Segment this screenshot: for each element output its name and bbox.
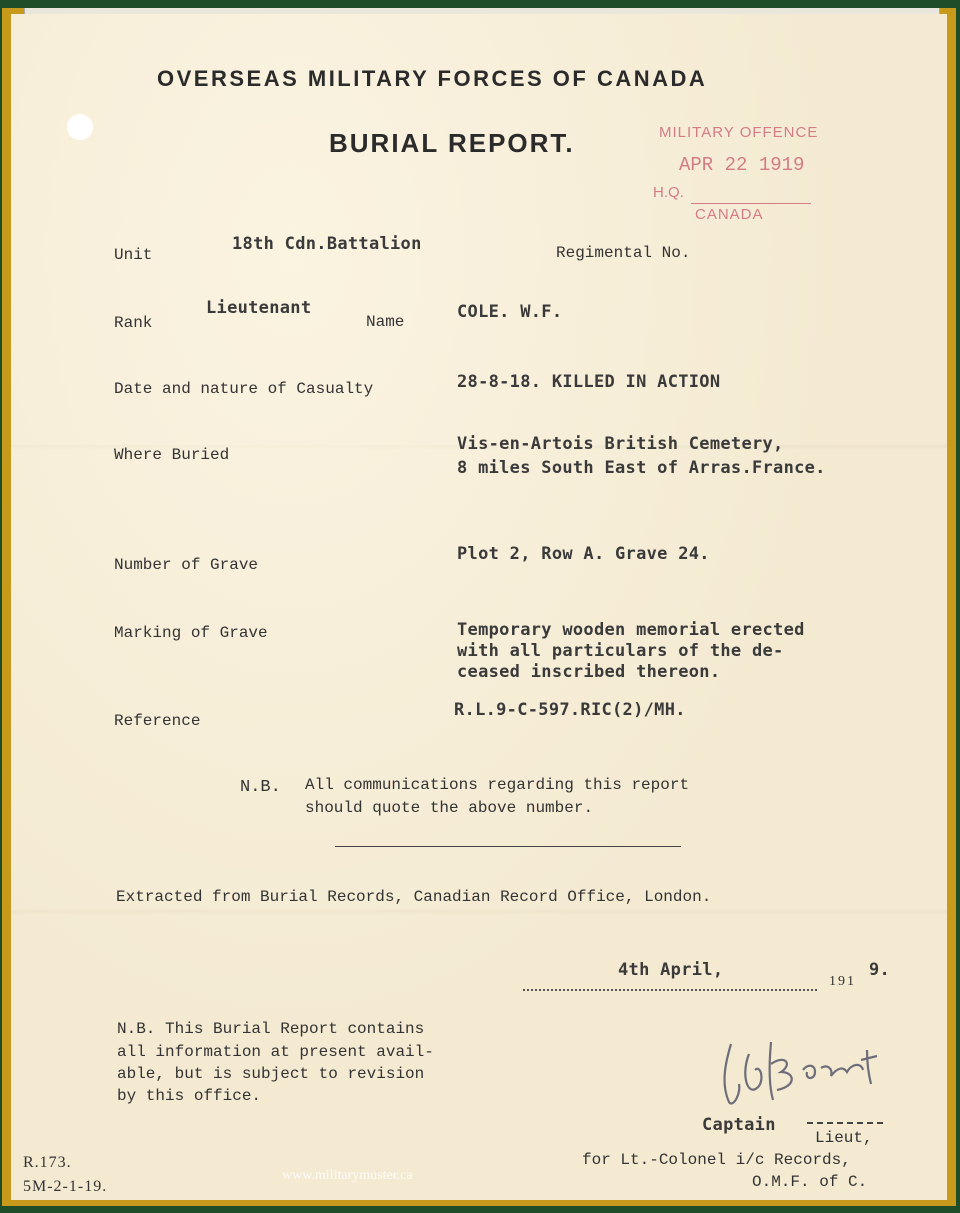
label-reference: Reference [114, 712, 201, 730]
gold-frame [2, 8, 956, 1206]
value-grave-number: Plot 2, Row A. Grave 24. [457, 544, 710, 564]
value-where-buried-2: 8 miles South East of Arras.France. [457, 458, 826, 478]
label-unit: Unit [114, 246, 153, 264]
label-rank: Rank [114, 314, 153, 332]
stamp-country: CANADA [695, 206, 764, 223]
value-grave-marking-1: Temporary wooden memorial erected [457, 620, 805, 640]
nb2-line-1: N.B. This Burial Report contains [117, 1020, 425, 1038]
value-date-nature: 28-8-18. KILLED IN ACTION [457, 372, 721, 392]
label-grave-marking: Marking of Grave [114, 624, 268, 642]
stamp-date: APR 22 1919 [679, 154, 805, 176]
for-records-line: for Lt.-Colonel i/c Records, [582, 1151, 851, 1169]
date-year-suffix: 9. [869, 960, 891, 980]
header-title: OVERSEAS MILITARY FORCES OF CANADA [157, 66, 708, 91]
burial-report-document [11, 14, 947, 1200]
extracted-note: Extracted from Burial Records, Canadian Record Office, London. [116, 888, 712, 906]
label-grave-number: Number of Grave [114, 556, 259, 574]
strikethrough-rule [807, 1122, 883, 1124]
label-name: Name [366, 313, 405, 331]
nb-line-1: All communications regarding this report [305, 776, 690, 794]
handwritten-signature [711, 1024, 911, 1114]
label-regimental-no: Regimental No. [556, 244, 691, 262]
stamp-line1: MILITARY OFFENCE [659, 124, 819, 141]
date-dotted-line [523, 989, 817, 991]
nb2-line-2: all information at present avail- [117, 1043, 434, 1061]
nb-line-2: should quote the above number. [305, 799, 594, 817]
value-unit: 18th Cdn.Battalion [232, 234, 422, 254]
date-typed: 4th April, [618, 960, 724, 980]
value-reference: R.L.9-C-597.RIC(2)/MH. [454, 700, 686, 720]
value-name: COLE. W.F. [457, 302, 563, 322]
report-title: BURIAL REPORT. [329, 128, 575, 158]
watermark-text: www.militarymuster.ca [282, 1168, 413, 1183]
value-grave-marking-2: with all particulars of the de- [457, 641, 784, 661]
omf-line: O.M.F. of C. [752, 1173, 868, 1191]
form-code-1: R.173. [23, 1154, 72, 1171]
nb-label: N.B. [240, 778, 281, 797]
value-grave-marking-3: ceased inscribed thereon. [457, 662, 721, 682]
label-date-nature: Date and nature of Casualty [114, 380, 374, 398]
stamp-rule [691, 203, 811, 204]
captain-label: Captain [702, 1115, 776, 1135]
stamp-hq: H.Q. [653, 184, 684, 201]
nb2-line-4: by this office. [117, 1087, 262, 1105]
lieut-label: Lieut, [815, 1129, 873, 1147]
value-rank: Lieutenant [206, 298, 312, 318]
value-where-buried-1: Vis-en-Artois British Cemetery, [457, 434, 784, 454]
date-year-prefix: 191 [829, 974, 856, 989]
nb2-line-3: able, but is subject to revision [117, 1065, 425, 1083]
label-where-buried: Where Buried [114, 446, 230, 464]
divider-rule [335, 846, 681, 847]
punch-hole [67, 114, 93, 140]
form-code-2: 5M-2-1-19. [23, 1178, 108, 1195]
